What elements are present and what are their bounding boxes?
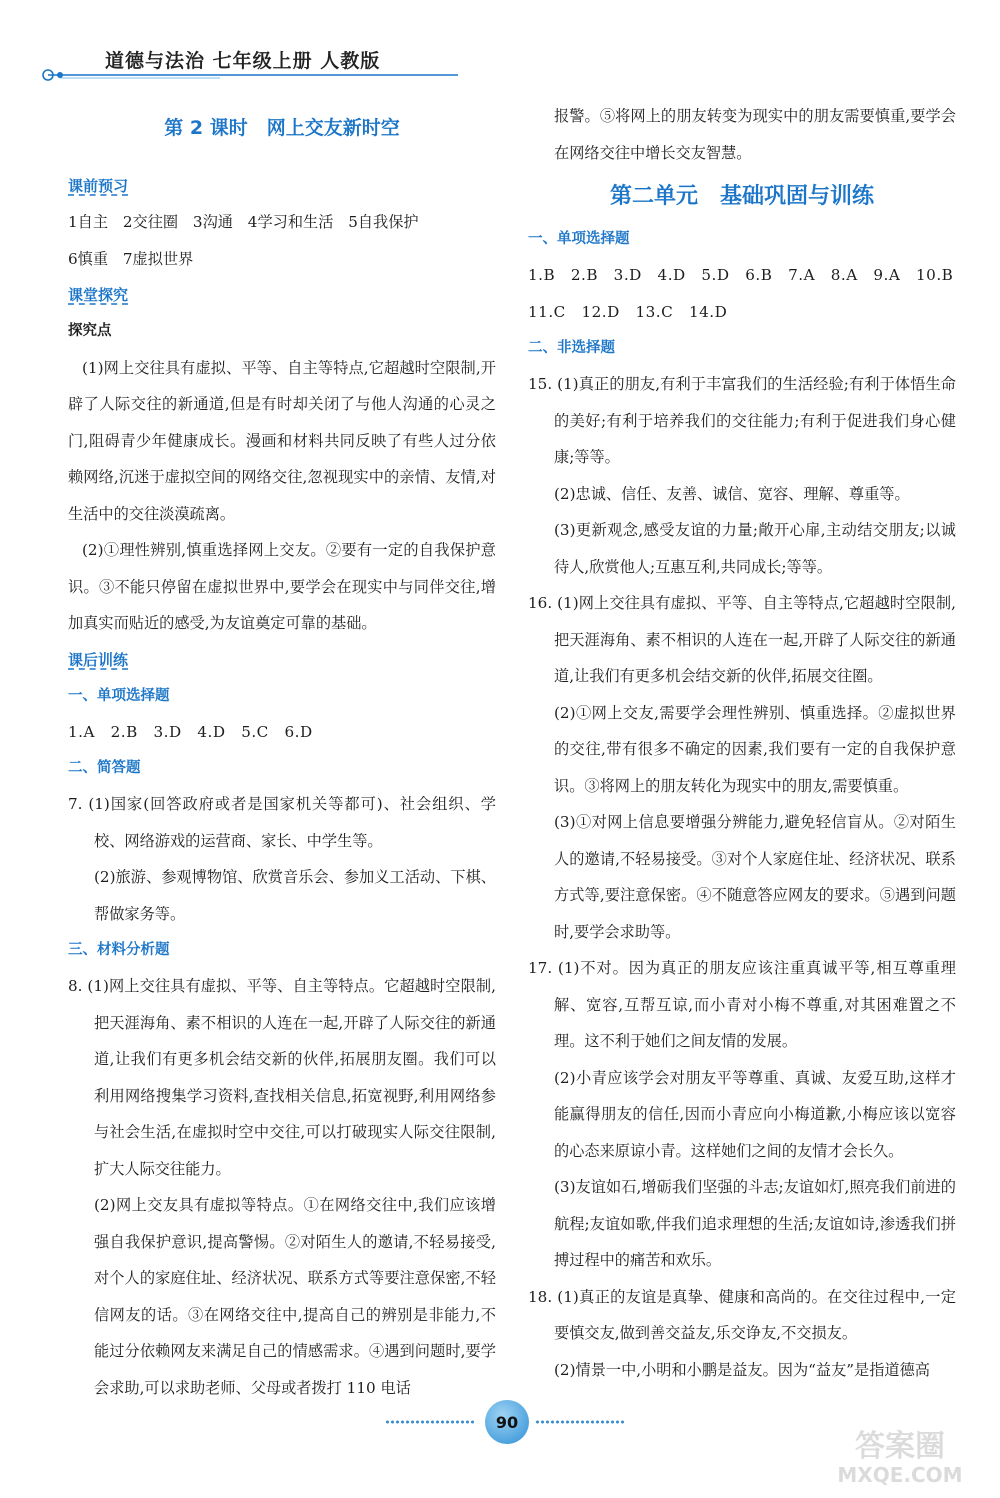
q15-part2: (2)忠诚、信任、友善、诚信、宽容、理解、尊重等。	[554, 484, 910, 503]
single-choice-heading: 一、单项选择题	[68, 687, 170, 704]
unit-answers-1: 1.B 2.B 3.D 4.D 5.D 6.B 7.A 8.A 9.A 10.B	[528, 266, 954, 284]
q16-part3: (3)①对网上信息要增强分辨能力,避免轻信盲从。②对陌生人的邀请,不轻易接受。③对个人家庭住址、经济状况、联系方式等,要注意保密。④不随意答应网友的要求。⑤遇到问题时,要学会求助等。	[554, 813, 956, 941]
header-decoration	[40, 64, 460, 84]
page-number: 90	[485, 1400, 529, 1444]
q16-part1: 16. (1)网上交往具有虚拟、平等、自主等特点,它超越时空限制,把天涯海角、素不相识的人连在一起,开辟了人际交往的新通道,让我们有更多机会结交新的伙伴,拓展交往圈。	[528, 594, 956, 685]
explore-answer-2: (2)①理性辨别,慎重选择网上交友。②要有一定的自我保护意识。③不能只停留在虚拟世界中,要学会在现实中与同伴交往,增加真实而贴近的感受,为友谊奠定可靠的基础。	[68, 541, 496, 632]
q17-part3: (3)友谊如石,增砺我们坚强的斗志;友谊如灯,照亮我们前进的航程;友谊如歌,伴我们追求理想的生活;友谊如诗,渗透我们拼搏过程中的痛苦和欢乐。	[554, 1178, 956, 1269]
q16-part2: (2)①网上交友,需要学会理性辨别、慎重选择。②虚拟世界的交往,带有很多不确定的因素,我们要有一定的自我保护意识。③将网上的朋友转化为现实中的朋友,需要慎重。	[554, 703, 956, 795]
page-header	[40, 40, 460, 88]
preview-answers-1: 1自主 2交往圈 3沟通 4学习和生活 5自我保护	[68, 213, 419, 231]
unit-answers-2: 11.C 12.D 13.C 14.D	[528, 302, 728, 321]
unit-title: 第二单元 基础巩固与训练	[609, 184, 874, 209]
q7-part2: (2)旅游、参观博物馆、欣赏音乐会、参加义工活动、下棋、帮做家务等。	[94, 868, 496, 923]
book-title: 道德与法治 七年级上册 人教版	[105, 50, 381, 72]
watermark-logo	[815, 1420, 985, 1490]
right-column	[528, 98, 956, 1388]
watermark-text: 答案圈	[855, 1429, 945, 1464]
preview-answers-2: 6慎重 7虚拟世界	[68, 249, 194, 268]
preview-heading: 课前预习	[68, 177, 129, 195]
q18-part1: 18. (1)真正的友谊是真挚、健康和高尚的。在交往过程中,一定要慎交友,做到善交益友,乐交诤友,不交损友。	[528, 1287, 956, 1342]
short-answer-heading: 二、简答题	[68, 760, 141, 776]
footer-dots-right	[535, 1420, 625, 1424]
single-choice-answers: 1.A 2.B 3.D 4.D 5.C 6.D	[68, 722, 313, 741]
material-analysis-heading: 三、材料分析题	[68, 942, 170, 958]
explore-point: 探究点	[68, 323, 112, 339]
q8-part1: 8. (1)网上交往具有虚拟、平等、自主等特点。它超越时空限制,把天涯海角、素不相识的人连在一起,开辟了人际交往的新通道,让我们有更多机会结交新的伙伴,拓展朋友圈。我们可以利用网络搜集学习资料,查找相关信息,拓宽视野,利用网络参与社会生活,在虚拟时空中交往,可以打破现实人际交往限制,扩大人际交往能力。	[68, 977, 496, 1178]
q15-part3: (3)更新观念,感受友谊的力量;敞开心扉,主动结交朋友;以诚待人,欣赏他人;互惠互利,共同成长;等等。	[554, 521, 956, 576]
watermark-url: MXQE.COM	[837, 1463, 963, 1487]
q8-continuation: 报警。⑤将网上的朋友转变为现实中的朋友需要慎重,要学会在网络交往中增长交友智慧。	[554, 107, 956, 162]
q7-part1: 7. (1)国家(回答政府或者是国家机关等都可)、社会组织、学校、网络游戏的运营商、家长、中学生等。	[68, 795, 496, 850]
lesson-title: 第 2 课时 网上交友新时空	[164, 117, 400, 139]
q17-part2: (2)小青应该学会对朋友平等尊重、真诚、友爱互助,这样才能赢得朋友的信任,因而小青应向小梅道歉,小梅应该以宽容的心态来原谅小青。这样她们之间的友情才会长久。	[554, 1068, 956, 1160]
q17-part1: 17. (1)不对。因为真正的朋友应该注重真诚平等,相互尊重理解、宽容,互帮互谅,而小青对小梅不尊重,对其困难置之不理。这不利于她们之间友情的发展。	[528, 959, 956, 1050]
after-class-heading: 课后训练	[68, 650, 129, 669]
unit-single-choice-heading: 一、单项选择题	[528, 231, 630, 247]
q8-part2: (2)网上交友具有虚拟等特点。①在网络交往中,我们应该增强自我保护意识,提高警惕。②对陌生人的邀请,不轻易接受,对个人的家庭住址、经济状况、联系方式等要注意保密,不轻信网友的话。③在网络交往中,提高自己的辨别是非能力,不能过分依赖网友来满足自己的情感需求。④遇到问题时,要学会求助,可以求助老师、父母或者拨打 110 电话	[94, 1196, 496, 1397]
left-column	[68, 98, 496, 1406]
footer-dots-left	[385, 1420, 475, 1424]
non-choice-heading: 二、非选择题	[528, 340, 615, 356]
explore-heading: 课堂探究	[68, 286, 129, 304]
q18-part2: (2)情景一中,小明和小鹏是益友。因为“益友”是指道德高	[554, 1360, 930, 1379]
explore-answer-1: (1)网上交往具有虚拟、平等、自主等特点,它超越时空限制,开辟了人际交往的新通道,但是有时却关闭了与他人沟通的心灵之门,阻碍青少年健康成长。漫画和材料共同反映了有些人过分依赖网络,沉迷于虚拟空间的网络交往,忽视现实中的亲情、友情,对生活中的交往淡漠疏离。	[68, 358, 496, 523]
q15-part1: 15. (1)真正的朋友,有利于丰富我们的生活经验;有利于体悟生命的美好;有利于培养我们的交往能力;有利于促进我们身心健康;等等。	[528, 375, 956, 466]
